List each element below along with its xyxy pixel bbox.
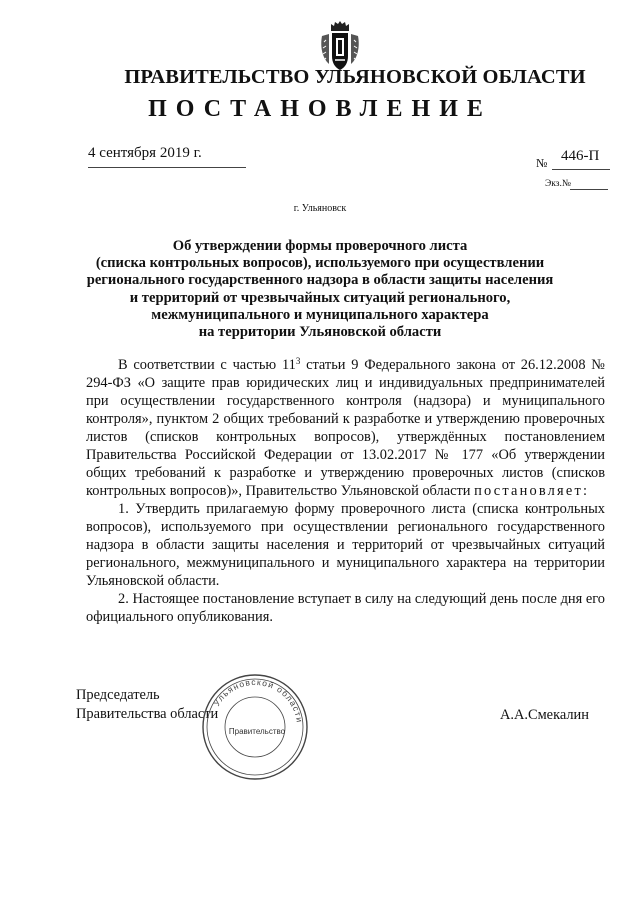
copy-number-label: Экз.№: [545, 179, 571, 189]
decree-word: постановляет: [474, 483, 583, 499]
official-seal-icon: [200, 672, 310, 782]
document-number: 446-П: [561, 148, 600, 164]
title-line: Об утверждении формы проверочного листа: [172, 238, 468, 254]
preamble-paragraph: В соответствии с частью $11^3$ статьи 9 Федерального закона от 26.12.2008 № 294-ФЗ «О защите прав юридических лиц и индивидуальных предпринимателей при осуществлении государственного контроля (надзора) и муниципального контроля», пунктом 2 общих требований к разработке и утверждению проверочных листов (списков контрольных вопросов), утверждённых постановлением Правительства Российской Федерации от 13.02.2017 № 177 «Об утверждении общих требований к разработке и утверждению проверочных листов (списков контрольных вопросов)», Правительство Ульяновской области постановляет:: [86, 356, 605, 499]
svg-text:Правительство: Правительство: [228, 727, 286, 736]
number-underline: [552, 169, 610, 170]
signatory-position: Председатель Правительства области: [76, 687, 219, 722]
city: г. Ульяновск: [293, 203, 347, 214]
title-line: межмуниципального и муниципального характера: [151, 306, 489, 323]
signatory-name: А.А.Смекалин: [500, 707, 589, 723]
clause-2: 2. Настоящее постановление вступает в силу на следующий день после дня его официального опубликования.: [86, 591, 605, 625]
number-sign: №: [536, 156, 548, 170]
svg-text:Ульяновской области: Ульяновской области: [211, 676, 305, 724]
clause-1: 1. Утвердить прилагаемую форму проверочного листа (списка контрольных вопросов), используемого при осуществлении регионального государственного надзора в области защиты населения и территорий от чрезвычайных ситуаций регионального, межмуниципального и муниципального характера на территории Ульяновской области.: [86, 501, 605, 589]
title-line: и территорий от чрезвычайных ситуаций регионального,: [129, 289, 511, 306]
title-line: (списка контрольных вопросов), используемого при осуществлении: [95, 255, 545, 272]
title-line: регионального государственного надзора в области защиты населения: [86, 272, 554, 289]
copy-number-underline: [570, 189, 608, 190]
coat-of-arms-icon: [320, 20, 360, 72]
title-line: на территории Ульяновской области: [198, 324, 442, 341]
document-body: [86, 356, 605, 626]
document-date: 4 сентября 2019 г.: [88, 145, 202, 161]
document-type: ПОСТАНОВЛЕНИЕ: [148, 96, 492, 122]
date-underline: [88, 167, 246, 168]
document-title: [70, 238, 570, 341]
government-name: ПРАВИТЕЛЬСТВО УЛЬЯНОВСКОЙ ОБЛАСТИ: [124, 66, 586, 88]
superscript: 3: [295, 356, 301, 366]
